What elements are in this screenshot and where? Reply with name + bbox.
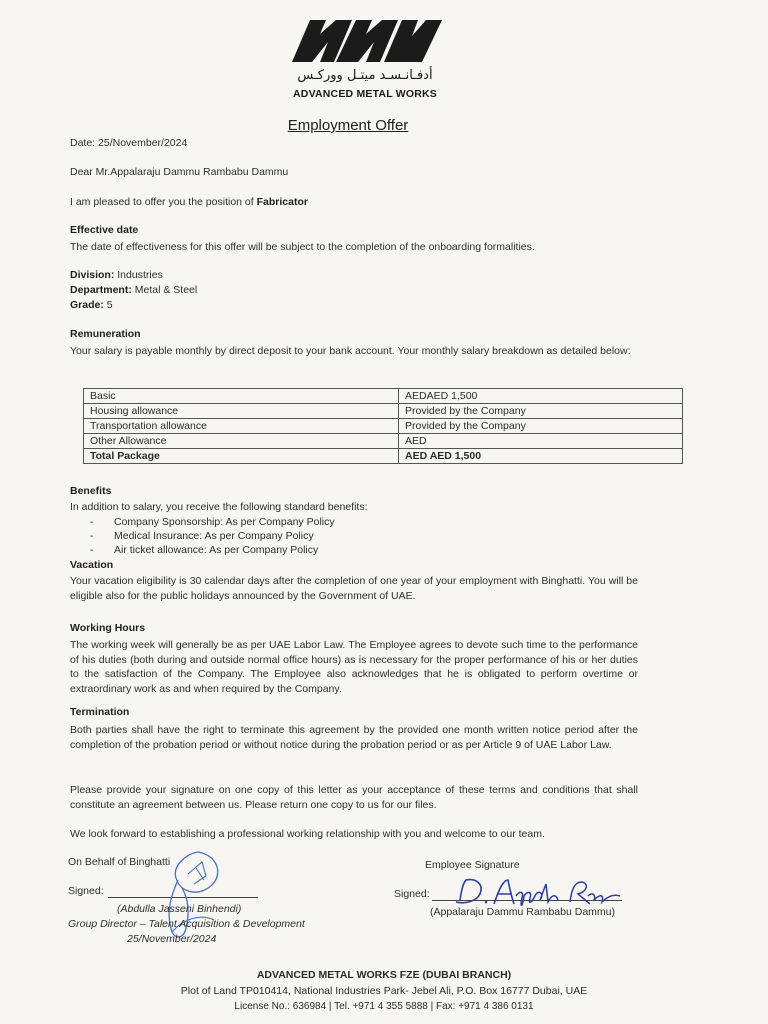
employee-name: (Appalaraju Dammu Rambabu Dammu) [430,906,615,918]
offer-line [70,195,308,210]
table-cell: AEDAED 1,500 [399,389,683,404]
working-hours-heading: Working Hours [70,622,146,634]
table-cell: Provided by the Company [399,404,683,419]
footer-company: ADVANCED METAL WORKS FZE (DUBAI BRANCH) [256,969,512,981]
table-cell: Other Allowance [84,434,399,449]
benefit-text: Medical Insurance: As per Company Policy [114,530,314,542]
working-hours-text: The working week will generally be as per UAE Labor Law. The Employee agrees to devote such time to the performance of his duties (both during and outside normal office hours) as is necessary for the proper performance of his or her duties to the satisfaction of the Company. The Employee also acknowledges that he is obligated to perform overtime or extraordinary work as and when required by the Company. [70,639,638,696]
employer-behalf: On Behalf of Binghatti [68,856,171,868]
remuneration-heading: Remuneration [70,328,141,340]
grade-line [70,298,113,313]
logo-english-text: ADVANCED METAL WORKS [293,88,437,100]
table-cell: Transportation allowance [84,419,399,434]
termination-text: Both parties shall have the right to terminate this agreement by the provided one month written notice period after the completion of the probation period or without notice during the probation period or as per Article 9 of UAE Labor Law. [70,724,638,751]
employer-signed-label: Signed: [68,885,104,897]
position-title: Fabricator [256,196,308,208]
employee-signature-heading: Employee Signature [425,859,520,871]
logo-arabic-text: أدفـانـسـد ميتـل ووركـس [297,68,433,83]
table-row [84,434,683,449]
benefits-intro: In addition to salary, you receive the following standard benefits: [70,501,368,513]
division-line [70,268,163,283]
department-value: Metal & Steel [131,284,198,296]
table-row [84,389,683,404]
letter-date: Date: 25/November/2024 [70,137,188,149]
effective-date-text: The date of effectiveness for this offer will be subject to the completion of the onboarding formalities. [70,241,535,253]
closing-text: We look forward to establishing a professional working relationship with you and welcome to our team. [70,828,545,840]
table-cell: Total Package [84,449,399,464]
remuneration-text: Your salary is payable monthly by direct deposit to your bank account. Your monthly salary breakdown as detailed below: [70,345,631,357]
signature-request-text: Please provide your signature on one copy of this letter as your acceptance of these terms and conditions that shall constitute an agreement between us. Please return one copy to us for our files. [70,784,638,811]
grade-value: 5 [103,299,113,311]
offer-prefix: I am pleased to offer you the position of [70,196,257,208]
benefit-text: Company Sponsorship: As per Company Policy [114,516,335,528]
employee-signed-label: Signed: [394,888,430,900]
footer-address: Plot of Land TP010414, National Industries Park- Jebel Ali, P.O. Box 16777 Dubai, UAE [180,985,588,997]
employer-date: 25/November/2024 [127,933,217,945]
termination-heading: Termination [70,706,130,718]
table-cell: Provided by the Company [399,419,683,434]
table-row-total [84,449,683,464]
employer-title: Group Director – Talent Acquisition & Development [68,918,305,930]
division-label: Division: [70,269,115,281]
benefit-text: Air ticket allowance: As per Company Policy [114,544,319,556]
vacation-text: Your vacation eligibility is 30 calendar days after the completion of one year of your employment with Binghatti. You will be eligible also for the public holidays announced by the Government of UAE. [70,575,638,602]
company-logo [292,18,442,64]
employer-name: (Abdulla Jasseni Binhendi) [117,903,242,915]
grade-label: Grade: [70,299,104,311]
table-cell: AED [399,434,683,449]
department-label: Department: [70,284,132,296]
vacation-heading: Vacation [70,559,114,571]
division-value: Industries [114,269,163,281]
department-line [70,283,197,298]
table-row [84,404,683,419]
table-cell: Basic [84,389,399,404]
footer-contact: License No.: 636984 | Tel. +971 4 355 5888 | Fax: +971 4 386 0131 [234,1001,534,1012]
salutation: Dear Mr.Appalaraju Dammu Rambabu Dammu [70,166,289,178]
list-item: - Medical Insurance: As per Company Policy [90,530,314,542]
table-row [84,419,683,434]
benefits-heading: Benefits [70,485,112,497]
letter-title: Employment Offer [287,117,409,134]
table-cell: AED AED 1,500 [399,449,683,464]
table-cell: Housing allowance [84,404,399,419]
salary-table [83,388,683,464]
effective-date-heading: Effective date [70,224,139,236]
list-item: - Company Sponsorship: As per Company Policy [90,516,335,528]
list-item: - Air ticket allowance: As per Company Policy [90,544,319,556]
